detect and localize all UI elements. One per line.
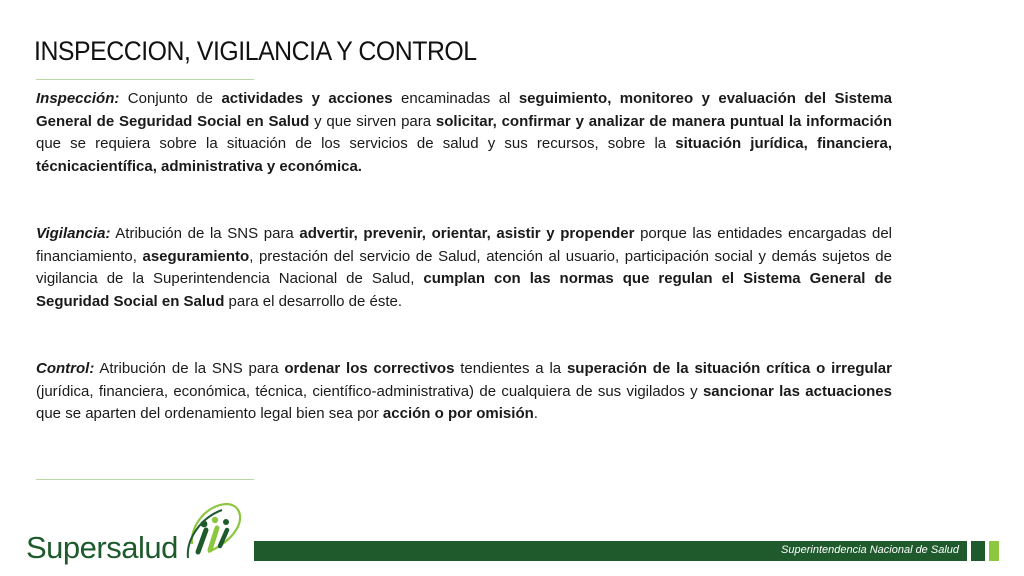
- text-segment: Vigilancia:: [36, 225, 111, 242]
- text-segment: Conjunto de: [119, 90, 222, 107]
- text-segment: ordenar los correctivos: [284, 360, 455, 377]
- footer-label: Superintendencia Nacional de Salud: [781, 544, 959, 556]
- text-segment: Inspección:: [36, 90, 120, 107]
- text-segment: aseguramiento: [142, 247, 250, 265]
- slide-title: INSPECCION, VIGILANCIA Y CONTROL: [34, 36, 477, 66]
- text-segment: tendientes a la: [454, 360, 567, 377]
- text-segment: Control:: [36, 360, 95, 377]
- text-segment: Atribución de la SNS para: [94, 360, 285, 377]
- text-segment: .: [533, 405, 538, 422]
- footer-square-dark: [971, 541, 985, 561]
- slide-body: [36, 88, 892, 426]
- paragraph-control: [36, 358, 892, 426]
- text-segment: superación de la situación crítica o irregular: [566, 360, 892, 377]
- paragraph-vigilancia: [36, 223, 892, 313]
- text-segment: advertir, prevenir, orientar, asistir y propender: [299, 225, 635, 242]
- text-segment: cumplan con las normas que regulan el Sistema General de Seguridad Social en Salud: [36, 270, 892, 310]
- text-segment: situación jurídica, financiera, técnicacientífica, administrativa y económica.: [36, 135, 893, 175]
- text-segment: encaminadas al: [392, 90, 519, 107]
- text-segment: Atribución de la SNS para: [110, 225, 300, 242]
- brand-logo: [26, 500, 248, 570]
- text-segment: , prestación del servicio de Salud, atención al usuario, participación social y demás sujetos de vigilancia de la Superintendencia Nacional de Salud,: [36, 247, 892, 287]
- paragraph-inspeccion: [36, 88, 892, 178]
- text-segment: que se requiera sobre la situación de los servicios de salud y sus recursos, sobre la: [36, 135, 676, 152]
- footer-square-light: [989, 541, 999, 561]
- footer-divider: [36, 479, 254, 480]
- text-segment: porque las entidades encargadas del financiamiento,: [36, 225, 892, 265]
- title-underline: [36, 79, 254, 80]
- text-segment: sancionar las actuaciones: [702, 382, 892, 400]
- text-segment: que se aparten del ordenamiento legal bien sea por: [36, 405, 383, 422]
- text-segment: actividades y acciones: [221, 90, 393, 107]
- text-segment: acción o por omisión: [382, 405, 534, 422]
- text-segment: (jurídica, financiera, económica, técnica, científico-administrativa) de cualquiera de sus vigilados y: [36, 382, 703, 400]
- text-segment: y que sirven para: [309, 112, 436, 130]
- text-segment: para el desarrollo de éste.: [224, 292, 402, 310]
- text-segment: solicitar, confirmar y analizar de manera puntual la información: [435, 112, 892, 130]
- footer-bar: [254, 541, 967, 561]
- supersalud-figures-icon: [182, 500, 244, 564]
- text-segment: seguimiento, monitoreo y evaluación del Sistema General de Seguridad Social en Salud: [36, 90, 893, 130]
- logo-wordmark: Supersalud: [26, 530, 178, 565]
